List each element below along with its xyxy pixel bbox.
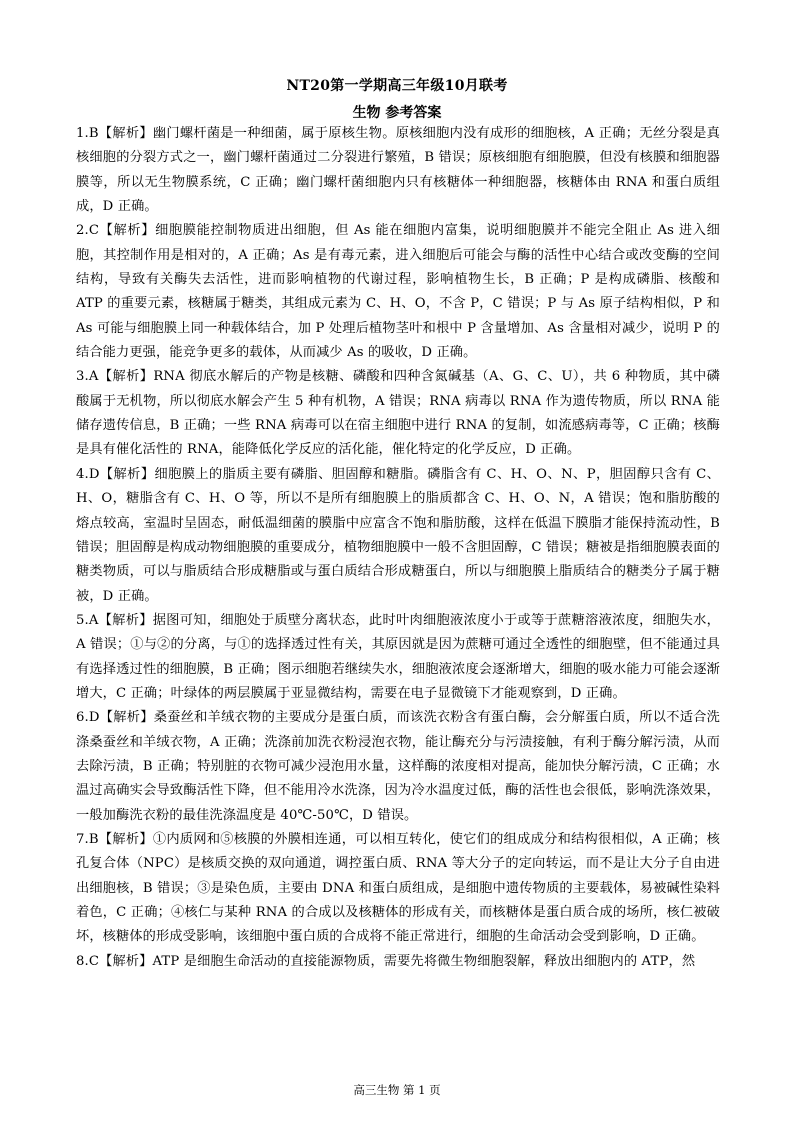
analysis-tag: 【解析】	[99, 466, 155, 482]
analysis-tag: 【解析】	[98, 126, 153, 141]
answer-text: ATP 是细胞生命活动的直接能源物质，需要先将微生物细胞裂解，释放出细胞内的 ATP，然	[152, 953, 696, 969]
page-title: NT20第一学期高三年级10月联考	[286, 78, 508, 94]
analysis-tag: 【解析】	[98, 612, 153, 628]
page-subtitle: 生物 参考答案	[352, 105, 442, 121]
analysis-tag: 【解析】	[98, 369, 154, 385]
answer-label: 4.D	[76, 466, 100, 482]
answer-item-4	[76, 463, 720, 609]
analysis-tag: 【解析】	[99, 223, 156, 239]
answer-text: 细胞膜上的脂质主要有磷脂、胆固醇和糖脂。磷脂含有 C、H、O、N、P，胆固醇只含有 C、H、O，糖脂含有 C、H、O 等，所以不是所有细胞膜上的脂质都含 C、H、O、N，A 错误；饱和脂肪酸的熔点较高，室温时呈固态，耐低温细菌的膜脂中应富含不饱和脂肪酸，这样在低温下膜脂才能保持流动性，B 错误；胆固醇是构成动物细胞膜的重要成分，植物细胞膜中一般不含胆固醇，C 错误；糖被是指细胞膜表面的糖类物质，可以与脂质结合形成糖脂或与蛋白质结合形成糖蛋白，所以与细胞膜上脂质结合的糖类分子属于糖被，D 正确。	[76, 466, 720, 604]
answer-text: 据图可知，细胞处于质壁分离状态，此时叶肉细胞液浓度小于或等于蔗糖溶液浓度，细胞失水，A 错误；①与②的分离，与①的选择透过性有关，其原因就是因为蔗糖可通过全透性的细胞壁，但不能通过具有选择透过性的细胞膜，B 正确；图示细胞若继续失水，细胞液浓度会逐渐增大，细胞的吸水能力可能会逐渐增大，C 正确；叶绿体的两层膜属于亚显微结构，需要在电子显微镜下才能观察到，D 正确。	[76, 612, 720, 701]
answer-text: ①内质网和⑤核膜的外膜相连通，可以相互转化，使它们的组成成分和结构很相似，A 正确；核孔复合体（NPC）是核质交换的双向通道，调控蛋白质、RNA 等大分子的定向转运，而不是让大分子自由进出细胞核，B 错误；③是染色质，主要由 DNA 和蛋白质组成，是细胞中遗传物质的主要载体，易被碱性染料着色，C 正确；④核仁与某种 RNA 的合成以及核糖体的形成有关，而核糖体是蛋白质合成的场所，核仁被破坏，核糖体的形成受影响，该细胞中蛋白质的合成将不能正常进行，细胞的生命活动会受到影响，D 正确。	[76, 831, 720, 945]
answer-label: 8.C	[76, 953, 100, 969]
answer-item-3	[76, 365, 720, 462]
answer-item-5	[76, 609, 720, 706]
answer-label: 3.A	[76, 369, 99, 385]
analysis-tag: 【解析】	[99, 710, 154, 726]
answer-item-7	[76, 828, 720, 950]
analysis-tag: 【解析】	[99, 953, 153, 969]
analysis-tag: 【解析】	[98, 831, 153, 847]
answer-text: 桑蚕丝和羊绒衣物的主要成分是蛋白质，而该洗衣粉含有蛋白酶，会分解蛋白质，所以不适合洗涤桑蚕丝和羊绒衣物，A 正确；洗涤前加洗衣粉浸泡衣物，能让酶充分与污渍接触，有利于酶分解污渍，从而去除污渍，B 正确；特别脏的衣物可减少浸泡用水量，这样酶的浓度相对提高，能加快分解污渍，C 正确；水温过高确实会导致酶活性下降，但不能用冷水洗涤，因为冷水温度过低，酶的活性也会很低，影响洗涤效果，一般加酶洗衣粉的最佳洗涤温度是 40℃-50℃，D 错误。	[76, 710, 721, 823]
answer-text: 幽门螺杆菌是一种细菌，属于原核生物。原核细胞内没有成形的细胞核，A 正确；无丝分裂是真核细胞的分裂方式之一，幽门螺杆菌通过二分裂进行繁殖，B 错误；原核细胞有细胞膜，但没有核膜和细胞器膜等，所以无生物膜系统，C 正确；幽门螺杆菌细胞内只有核糖体一种细胞器，核糖体由 RNA 和蛋白质组成，D 正确。	[76, 126, 720, 215]
answer-item-8	[76, 950, 720, 974]
answer-label: 2.C	[76, 223, 100, 239]
answer-item-2	[76, 219, 720, 365]
answer-list	[76, 122, 720, 974]
page-footer: 高三生物 第 1 页	[353, 1083, 441, 1097]
answer-text: 细胞膜能控制物质进出细胞，但 As 能在细胞内富集，说明细胞膜并不能完全阻止 As 进入细胞，其控制作用是相对的，A 正确；As 是有毒元素，进入细胞后可能会与酶的活性中心结合或改变酶的空间结构，导致有关酶失去活性，进而影响植物的代谢过程，影响植物生长，B 正确；P 是构成磷脂、核酸和 ATP 的重要元素，核糖属于糖类，其组成元素为 C、H、O，不含 P，C 错误；P 与 As 原子结构相似，P 和 As 可能与细胞膜上同一种载体结合，加 P 处理后植物茎叶和根中 P 含量增加、As 含量相对减少，说明 P 的结合能力更强，能竞争更多的载体，从而减少 As 的吸收，D 正确。	[76, 223, 720, 361]
answer-label: 5.A	[76, 612, 99, 628]
answer-item-1	[76, 122, 720, 219]
answer-item-6	[76, 706, 720, 828]
answer-text: RNA 彻底水解后的产物是核糖、磷酸和四种含氮碱基（A、G、C、U），共 6 种物质，其中磷酸属于无机物，所以彻底水解会产生 5 种有机物，A 错误；RNA 病毒以 RNA 作为遗传物质，所以 RNA 能储存遗传信息，B 正确；一些 RNA 病毒可以在宿主细胞中进行 RNA 的复制，如流感病毒等，C 正确；核酶是具有催化活性的 RNA，能降低化学反应的活化能，催化特定的化学反应，D 正确。	[76, 369, 720, 458]
answer-label: 6.D	[76, 710, 100, 726]
answer-label: 1.B	[76, 126, 99, 141]
answer-label: 7.B	[76, 831, 99, 847]
